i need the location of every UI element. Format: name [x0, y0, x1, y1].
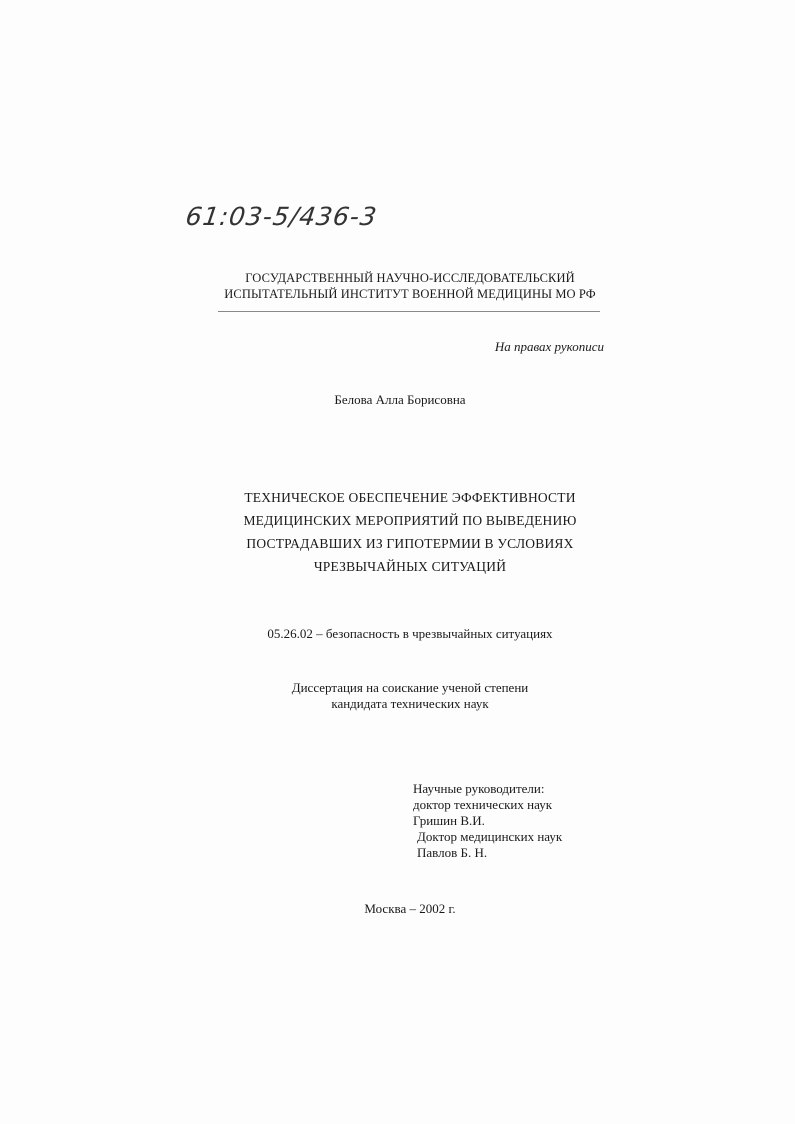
supervisor-2-name: Павлов Б. Н.: [417, 845, 488, 860]
header-divider: [218, 311, 600, 312]
author-name: Белова Алла Борисовна: [334, 392, 466, 407]
archive-stamp: 61:03-5/436-3: [183, 202, 380, 231]
city-year: Москва – 2002 г.: [364, 901, 456, 916]
title-line-2: МЕДИЦИНСКИХ МЕРОПРИЯТИЙ ПО ВЫВЕДЕНИЮ: [243, 513, 577, 528]
institute-line-2: ИСПЫТАТЕЛЬНЫЙ ИНСТИТУТ ВОЕННОЙ МЕДИЦИНЫ МО РФ: [224, 287, 596, 301]
dissertation-title: [200, 486, 620, 578]
supervisors-heading: Научные руководители:: [413, 781, 545, 796]
specialty-code: 05.26.02 – безопасность в чрезвычайных ситуациях: [267, 626, 553, 641]
rights-note: На правах рукописи: [494, 339, 604, 354]
institute-name: [160, 270, 660, 302]
title-line-1: ТЕХНИЧЕСКОЕ ОБЕСПЕЧЕНИЕ ЭФФЕКТИВНОСТИ: [244, 490, 576, 505]
institute-line-1: ГОСУДАРСТВЕННЫЙ НАУЧНО-ИССЛЕДОВАТЕЛЬСКИЙ: [245, 271, 575, 285]
supervisor-1-degree: доктор технических наук: [413, 797, 553, 812]
degree-line-1: Диссертация на соискание ученой степени: [291, 680, 529, 695]
supervisors-block: [413, 781, 633, 861]
title-line-4: ЧРЕЗВЫЧАЙНЫХ СИТУАЦИЙ: [313, 559, 507, 574]
degree-statement: [240, 680, 580, 712]
degree-line-2: кандидата технических наук: [331, 696, 489, 711]
supervisor-1-name: Гришин В.И.: [413, 813, 485, 828]
supervisor-2-degree: Доктор медицинских наук: [417, 829, 563, 844]
title-line-3: ПОСТРАДАВШИХ ИЗ ГИПОТЕРМИИ В УСЛОВИЯХ: [246, 536, 574, 551]
